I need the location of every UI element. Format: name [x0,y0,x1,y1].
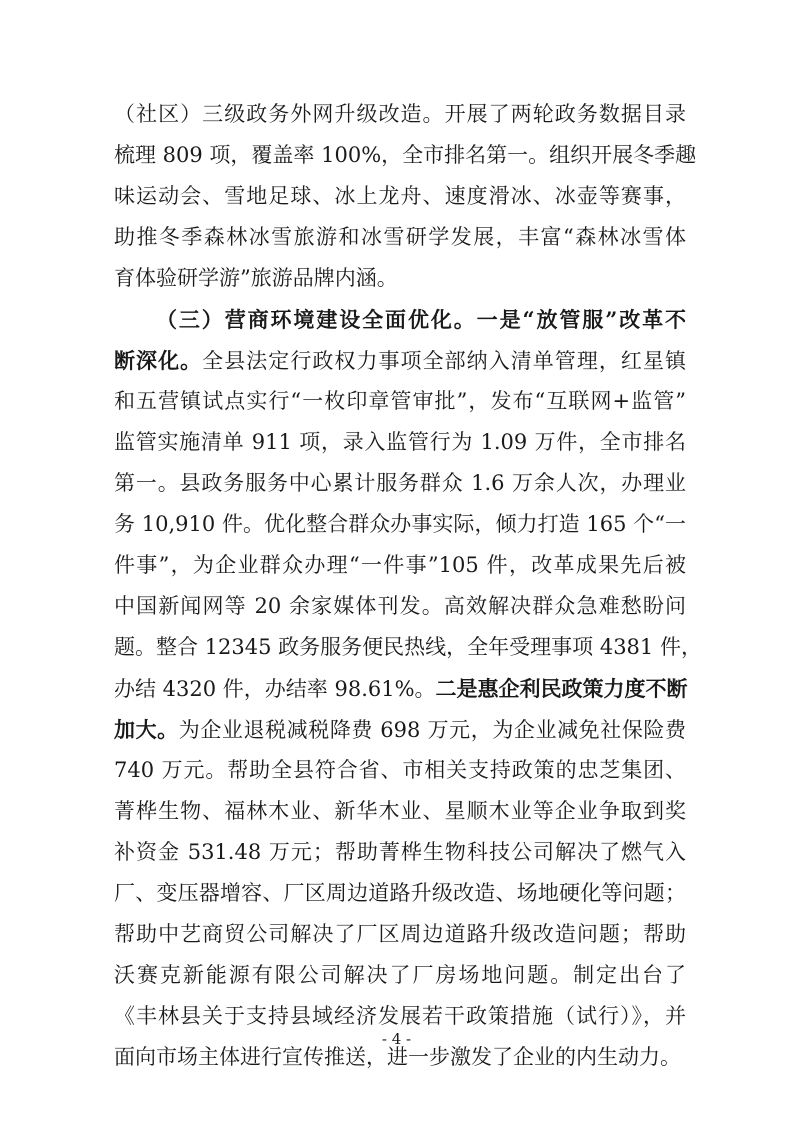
text-span: 沃赛克新能源有限公司解决了厂房场地问题。制定出台了 [114,963,686,987]
text-span: 全县法定行政权力事项全部纳入清单管理，红星镇 [202,349,687,373]
text-line [114,508,686,541]
text-line [114,918,686,951]
text-line [114,180,686,213]
text-span: 育体验研学游”旅游品牌内涵。 [114,266,398,290]
text-line [114,98,686,131]
text-line [114,672,686,705]
text-span: 《丰林县关于支持县域经济发展若干政策措施（试行）》，并 [114,1004,686,1028]
text-span: 办结 4320 件，办结率 98.61%。 [114,677,436,701]
text-line [114,262,686,295]
text-line [114,467,686,500]
text-span: 中国新闻网等 20 余家媒体刊发。高效解决群众急难愁盼问 [114,594,686,618]
text-line [114,631,702,664]
text-line [114,836,686,869]
bold-text-span: （三）营商环境建设全面优化。一是“放管服”改革不 [156,307,686,332]
text-line [114,1000,686,1033]
text-span: 面向市场主体进行宣传推送，进一步激发了企业的内生动力。 [114,1045,681,1069]
text-line [114,877,686,910]
page-number: - 4 - [381,1030,412,1048]
text-span: 厂、变压器增容、厂区周边道路升级改造、场地硬化等问题； [114,881,686,905]
text-span: 监管实施清单 911 项，录入监管行为 1.09 万件，全市排名 [114,430,686,454]
text-span: 梳理 809 项，覆盖率 100%，全市排名第一。组织开展冬季趣 [114,143,697,167]
text-span: 菁桦生物、福林木业、新华木业、星顺木业等企业争取到奖 [114,799,686,823]
text-line [114,221,686,254]
text-span: 补资金 531.48 万元；帮助菁桦生物科技公司解决了燃气入 [114,840,686,864]
document-body [114,98,702,1082]
text-span: 和五营镇试点实行“一枚印章管审批”，发布“互联网+监管” [114,389,686,413]
text-line [114,713,686,746]
text-span: 帮助中艺商贸公司解决了厂区周边道路升级改造问题；帮助 [114,922,686,946]
text-line [114,754,686,787]
text-span: 件事”，为企业群众办理“一件事”105 件，改革成果先后被 [114,553,686,577]
text-line [114,303,686,336]
text-span: （社区）三级政务外网升级改造。开展了两轮政务数据目录 [114,102,686,126]
text-span: 助推冬季森林冰雪旅游和冰雪研学发展，丰富“森林冰雪体 [114,225,686,249]
text-line [114,385,686,418]
text-span: 味运动会、雪地足球、冰上龙舟、速度滑冰、冰壶等赛事， [114,184,686,208]
bold-text-span: 加大。 [114,717,179,742]
text-line [114,426,686,459]
text-line [114,959,686,992]
text-line [114,590,686,623]
text-span: 务 10,910 件。优化整合群众办事实际，倾力打造 165 个“一 [114,512,686,536]
text-span: 740 万元。帮助全县符合省、市相关支持政策的忠芝集团、 [114,758,686,782]
bold-text-span: 断深化。 [114,348,203,373]
text-line [114,139,697,172]
text-span: 题。整合 12345 政务服务便民热线，全年受理事项 4381 件， [114,635,702,659]
text-line [114,549,686,582]
text-line [114,795,686,828]
bold-text-span: 二是惠企利民政策力度不断 [435,676,688,701]
text-span: 为企业退税减税降费 698 万元，为企业减免社保险费 [178,718,686,742]
text-line [114,344,686,377]
text-span: 第一。县政务服务中心累计服务群众 1.6 万余人次，办理业 [114,471,686,495]
